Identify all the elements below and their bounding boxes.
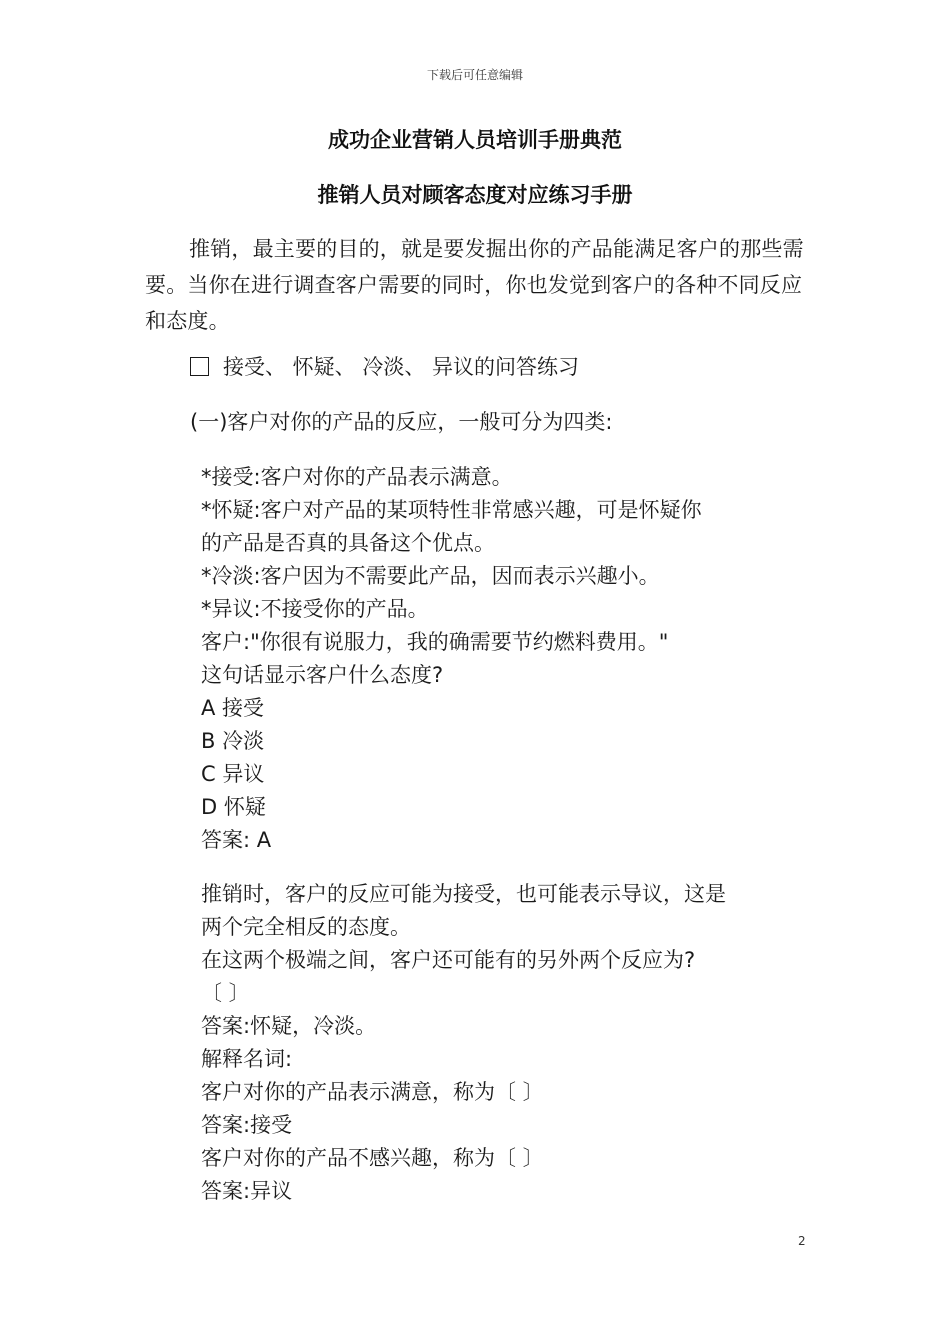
text-line: 客户:"你很有说服力，我的确需要节约燃料费用。" bbox=[201, 630, 669, 654]
question-text: 客户对你的产品表示满意，称为〔 〕 bbox=[201, 1080, 544, 1104]
header-note: 下载后可任意编辑 bbox=[426, 68, 523, 82]
text-line: 推销时，客户的反应可能为接受，也可能表示导议，这是 bbox=[201, 882, 726, 906]
option-d: D 怀疑 bbox=[201, 795, 266, 819]
document-title: 成功企业营销人员培训手册典范 bbox=[328, 128, 622, 152]
text-line: 解释名词: bbox=[201, 1047, 293, 1071]
section-heading bbox=[190, 351, 579, 381]
blank-bracket: 〔 〕 bbox=[201, 981, 250, 1005]
option-a: A 接受 bbox=[201, 696, 265, 720]
answer-text: 答案: A bbox=[201, 828, 272, 852]
text-line: *冷淡:客户因为不需要此产品，因而表示兴趣小。 bbox=[201, 564, 660, 588]
answer-text: 答案:怀疑，冷淡。 bbox=[201, 1014, 377, 1038]
answer-text: 答案:接受 bbox=[201, 1113, 293, 1137]
question-text: 客户对你的产品不感兴趣，称为〔 〕 bbox=[201, 1146, 544, 1170]
page-number: 2 bbox=[798, 1234, 806, 1248]
question-text: 这句话显示客户什么态度? bbox=[201, 663, 444, 687]
text-line: 两个完全相反的态度。 bbox=[201, 915, 411, 939]
text-line: 的产品是否真的具备这个优点。 bbox=[201, 531, 495, 555]
option-b: B 冷淡 bbox=[201, 729, 265, 753]
answer-text: 答案:异议 bbox=[201, 1179, 293, 1203]
text-line: *异议:不接受你的产品。 bbox=[201, 597, 429, 621]
text-line: *接受:客户对你的产品表示满意。 bbox=[201, 465, 513, 489]
reaction-types-block bbox=[201, 461, 702, 857]
document-subtitle: 推销人员对顾客态度对应练习手册 bbox=[317, 183, 633, 207]
option-c: C 异议 bbox=[201, 762, 265, 786]
subheading: (一)客户对你的产品的反应，一般可分为四类: bbox=[190, 410, 613, 434]
checkbox-icon bbox=[190, 357, 209, 376]
exercise-block bbox=[201, 878, 726, 1208]
intro-paragraph: 推销，最主要的目的，就是要发掘出你的产品能满足客户的那些需要。当你在进行调查客户需要的同时，你也发觉到客户的各种不同反应和态度。 bbox=[145, 237, 804, 333]
question-text: 在这两个极端之间，客户还可能有的另外两个反应为? bbox=[201, 948, 696, 972]
section-heading-text: 接受、 怀疑、 冷淡、 异议的问答练习 bbox=[223, 355, 580, 379]
text-line: *怀疑:客户对产品的某项特性非常感兴趣，可是怀疑你 bbox=[201, 498, 702, 522]
